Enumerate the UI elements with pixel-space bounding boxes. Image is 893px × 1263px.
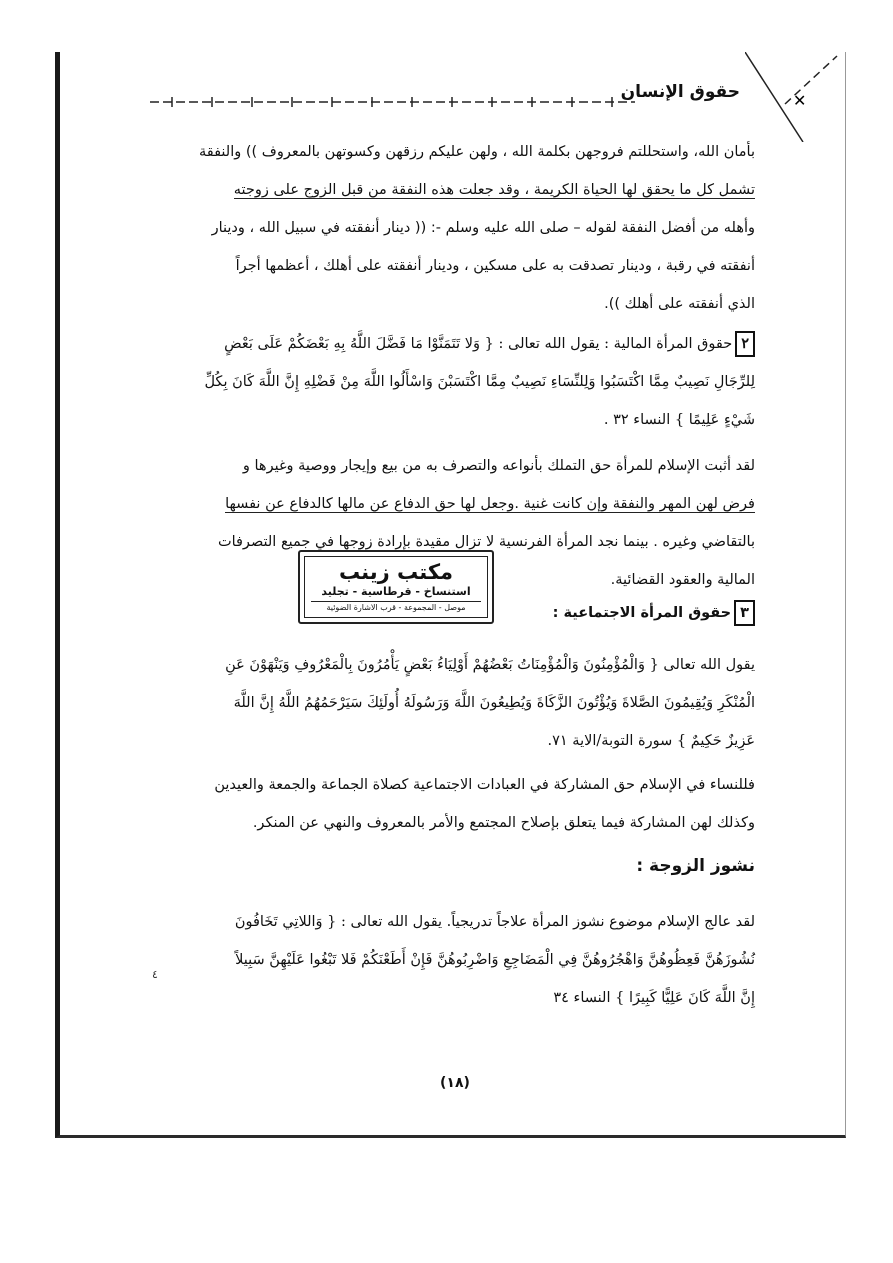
nushuz-heading: نشوز الزوجة :: [636, 856, 755, 876]
section-title: حقوق المرأة الاجتماعية :: [552, 605, 732, 621]
text-line: وأهله من أفضل النفقة لقوله – صلى الله عليه وسلم -: (( دينار أنفقته في سبيل الله ، ودينار: [211, 220, 755, 236]
section-intro: حقوق المرأة المالية : يقول الله تعالى : { وَلا تَتَمَنَّوْا مَا فَضَّلَ اللَّهُ بِهِ بَعْضَكُمْ عَلَى بَعْضٍ: [224, 336, 733, 352]
section-number-box: ٢: [735, 331, 755, 357]
stamp-services: استنساخ - قرطاسية - تجليد: [321, 585, 471, 598]
text-line: لقد أثبت الإسلام للمرأة حق التملك بأنواعه والتصرف به من بيع وإيجار ووصية وغيرها و: [242, 458, 755, 474]
stamp-name: مكتب زينب: [338, 560, 454, 584]
header-title: حقوق الإنسان: [620, 82, 740, 102]
social-rights-paragraph: [185, 766, 755, 842]
page-header: [150, 82, 740, 118]
verse-line: نُشُوزَهُنَّ فَعِظُوهُنَّ وَاهْجُرُوهُنَّ فِي الْمَضَاجِعِ وَاضْرِبُوهُنَّ فَإِنْ أَطَعْنَكُمْ فَلا تَبْغُوا عَلَيْهِنَّ سَبِيلاً: [235, 952, 755, 968]
text-line: المالية والعقود القضائية.: [610, 572, 755, 588]
social-rights-verse: [185, 646, 755, 760]
social-rights-heading: [185, 600, 755, 626]
text-line: [185, 485, 755, 523]
verse-line: لقد عالج الإسلام موضوع نشوز المرأة علاجاً تدريجياً. يقول الله تعالى : { وَاللاتِي تَخَافُونَ: [234, 914, 755, 930]
nafaqa-paragraph: [185, 133, 755, 323]
text-line: [185, 171, 755, 209]
text-line: [185, 325, 755, 363]
stamp-address: موصل - المجموعة - قرب الاشارة الضوئية: [311, 601, 481, 614]
financial-rights-section: [185, 325, 755, 439]
nushuz-paragraph: [185, 903, 755, 1017]
text-line: بأمان الله، واستحللتم فروجهن بكلمة الله ، ولهن عليكم رزقهن وكسوتهن بالمعروف )) والنفقة: [198, 144, 755, 160]
svg-text:✕: ✕: [793, 91, 807, 110]
verse-line: شَيْءٍ عَلِيمًا } النساء ٣٢ .: [603, 412, 755, 428]
underlined-text: فرض لهن المهر والنفقة وإن كانت غنية .وجعل لها حق الدفاع عن مالها كالدفاع عن نفسها: [225, 496, 755, 512]
underlined-text: تشمل كل ما يحقق لها الحياة الكريمة ، وقد جعلت هذه النفقة من قبل الزوج على زوجته: [233, 182, 755, 198]
verse-line: إِنَّ اللَّهَ كَانَ عَلِيًّا كَبِيرًا } النساء ٣٤: [553, 990, 755, 1006]
text-line: الذي أنفقته على أهلك )).: [604, 296, 755, 312]
section-number-box: ٣: [734, 600, 755, 626]
page-number: (١٨): [440, 1075, 470, 1091]
text-line: فللنساء في الإسلام حق المشاركة في العبادات الاجتماعية كصلاة الجماعة والجمعة والعيدين: [214, 777, 755, 793]
corner-fold-mark: [745, 52, 865, 142]
verse-line: الْمُنْكَرِ وَيُقِيمُونَ الصَّلاةَ وَيُؤْتُونَ الزَّكَاةَ وَيُطِيعُونَ اللَّهَ وَرَسُولَهُ أُولَئِكَ سَيَرْحَمُهُمُ اللَّهُ إِنَّ اللَّهَ: [233, 695, 755, 711]
verse-line: يقول الله تعالى { وَالْمُؤْمِنُونَ وَالْمُؤْمِنَاتُ بَعْضُهُمْ أَوْلِيَاءُ بَعْضٍ يَأْمُرُونَ بِالْمَعْرُوفِ وَيَنْهَوْنَ عَنِ: [225, 657, 755, 673]
verse-line: لِلرِّجَالِ نَصِيبٌ مِمَّا اكْتَسَبُوا وَلِلنِّسَاءِ نَصِيبٌ مِمَّا اكْتَسَبْنَ وَاسْأَلُوا اللَّهَ مِنْ فَضْلِهِ إِنَّ اللَّهَ كَانَ بِكُلِّ: [204, 374, 755, 390]
text-line: بالتقاضي وغيره . بينما نجد المرأة الفرنسية لا تزال مقيدة بإرادة زوجها في جميع التصرفات: [217, 534, 755, 550]
header-decorative-rule: [150, 96, 635, 108]
margin-note: ٤: [152, 968, 158, 981]
text-line: أنفقته في رقبة ، ودينار تصدقت به على مسكين ، ودينار أنفقته على أهلك ، أعظمها أجراً: [235, 258, 755, 274]
text-line: وكذلك لهن المشاركة فيما يتعلق بإصلاح المجتمع والأمر بالمعروف والنهي عن المنكر.: [252, 815, 755, 831]
verse-line: عَزِيزٌ حَكِيمٌ } سورة التوبة/الاية ٧١.: [547, 733, 755, 749]
